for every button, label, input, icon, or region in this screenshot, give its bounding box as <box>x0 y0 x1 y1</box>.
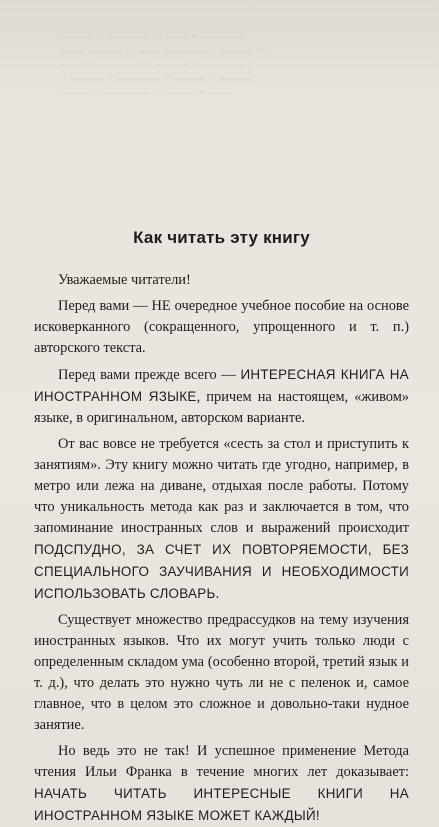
paragraph <box>34 741 409 827</box>
paragraph <box>34 364 409 429</box>
page-title: Как читать эту книгу <box>133 228 310 247</box>
text-run: Но ведь это не так! И успешное применение Метода чтения Ильи Франка в течение многих лет доказывает: <box>34 743 409 780</box>
text-run: Перед вами — НЕ очередное учебное пособие на основе исковерканного (сокращенного, упрощенного и т. п.) авторского текста. <box>34 298 409 356</box>
text-run: Уважаемые читатели! <box>58 272 191 288</box>
paragraph <box>34 270 409 291</box>
text-run: . <box>215 586 220 602</box>
body-text <box>34 270 409 827</box>
text-run: , причем на настоящем, «живом» языке, в оригинальном, авторском варианте. <box>34 389 409 426</box>
emphasis-text: ПОДСПУДНО, ЗА СЧЕТ ИХ ПОВТОРЯЕМОСТИ, БЕЗ СПЕЦИАЛЬНОГО ЗАУЧИВАНИЯ И НЕОБХОДИМОСТИ ИСПОЛЬЗОВАТЬ СЛОВАРЬ <box>34 542 409 601</box>
emphasis-text: НАЧАТЬ ЧИТАТЬ ИНТЕРЕСНЫЕ КНИГИ НА ИНОСТРАННОМ ЯЗЫКЕ МОЖЕТ КАЖДЫЙ! <box>34 786 409 823</box>
text-run: Перед вами прежде всего — <box>58 367 241 383</box>
paragraph <box>34 296 409 359</box>
emphasis-text: ИНТЕРЕСНАЯ КНИГА НА ИНОСТРАННОМ ЯЗЫКЕ <box>34 367 409 404</box>
paragraph <box>34 610 409 736</box>
page-content <box>34 228 409 827</box>
text-run: Существует множество предрассудков на тему изучения иностранных языков. Что их могут учить только люди с определенным складом ума (особенно второй, третий язык и т. д.), что делать это нужно чуть ли не с пеленок и, самое главное, что в целом это сложное и довольно-таки нудное занятие. <box>34 612 409 733</box>
bleed-through-text: ——— ·· ———— ··· —— ·· ———— ·—— ——— ··· —— ———— ·· ——— ··· —— ·· ———— ··· ——— ·· ———— · ·· ——— ·· ———— ·· ——— ·· ——— ——— ·· ———— ·· ——— ·· —— <box>60 31 267 99</box>
paragraph <box>34 434 409 605</box>
text-run: От вас вовсе не требуется «сесть за стол и приступить к занятиям». Эту книгу можно читать где угодно, например, в метро или лежа на диване, отдыхая после работы. Потому что уникальность метода как раз и заключается в том, что запоминание иностранных слов и выражений происходит <box>34 436 409 536</box>
